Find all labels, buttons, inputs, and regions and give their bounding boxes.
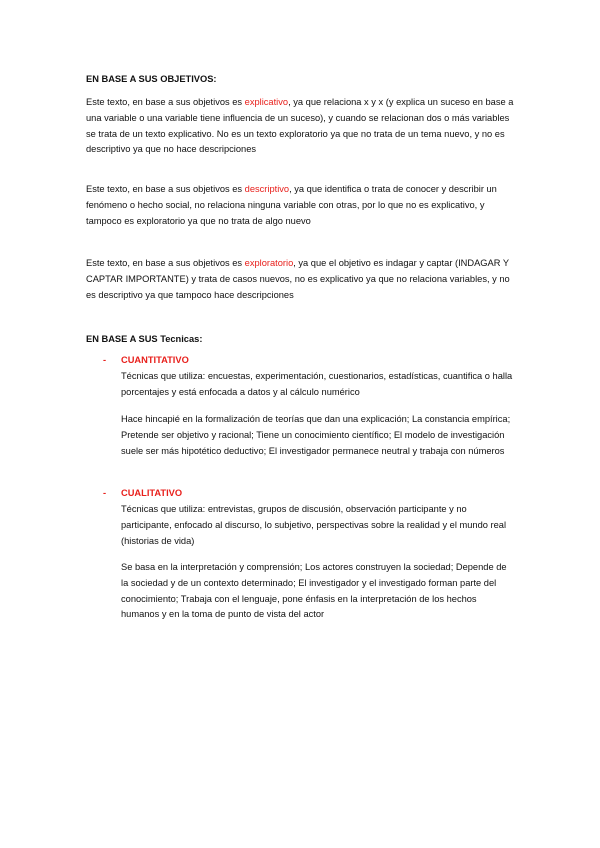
paragraph-text-before: Este texto, en base a sus objetivos es [86,97,245,107]
paragraph-exploratorio [86,256,518,303]
paragraph-text-after: , ya que relaciona x y x (y explica un suceso en base a una variable o una variable tiene influencia de un suceso), y cuando se relacionan dos o más variables se trata de un texto explicativo. No es un texto exploratorio ya que no trata de un tema nuevo, y no es descriptivo ya que no hace descripciones [86,97,514,155]
highlight-explicativo: explicativo [244,97,289,107]
paragraph-text-before: Este texto, en base a sus objetivos es [86,184,245,194]
paragraph-text-after: , ya que identifica o trata de conocer y describir un fenómeno o hecho social, no relaciona ninguna variable con otras, por lo que no es explicativo, y tampoco es exploratorio ya que no trata de algo nuevo [86,184,497,226]
cuantitativo-techniques: Técnicas que utiliza: encuestas, experimentación, cuestionarios, estadísticas, cuantifica o halla porcentajes y está enfocada a datos y al cálculo numérico [121,371,513,397]
highlight-descriptivo: descriptivo [244,184,290,194]
section-heading-objetivos: EN BASE A SUS OBJETIVOS: [86,74,217,84]
paragraph-text-before: Este texto, en base a sus objetivos es [86,258,245,268]
paragraph-text-after: , ya que el objetivo es indagar y captar (INDAGAR Y CAPTAR IMPORTANTE) y trata de casos nuevos, no es explicativo ya que no relaciona variables, y no es descriptivo ya que tampoco hace descripciones [86,258,510,300]
item-title-cualitativo: CUALITATIVO [121,488,183,498]
section-heading-tecnicas: EN BASE A SUS Tecnicas: [86,334,203,344]
cualitativo-techniques: Técnicas que utiliza: entrevistas, grupos de discusión, observación participante y no participante, enfocado al discurso, lo subjetivo, perspectivas sobre la realidad y el mundo real (historias de vida) [121,504,507,546]
item-title-cuantitativo: CUANTITATIVO [121,355,189,365]
highlight-exploratorio: exploratorio [244,258,294,268]
paragraph-descriptivo [86,182,518,229]
paragraph-explicativo [86,95,518,158]
bullet-dash: - [103,355,107,365]
bullet-dash: - [103,488,107,498]
cualitativo-description: Se basa en la interpretación y comprensión; Los actores construyen la sociedad; Depende de la sociedad y de un contexto determinado; El investigador y el investigado forman parte del conocimiento; Trabaja con el lenguaje, pone énfasis en la interpretación de los hechos humanos y en la toma de punto de vista del actor [121,562,507,620]
cuantitativo-description: Hace hincapié en la formalización de teorías que dan una explicación; La constancia empírica; Pretende ser objetivo y racional; Tiene un conocimiento científico; El modelo de investigación suele ser más hipotético deductivo; El investigador permanece neutral y trabaja con números [121,414,511,456]
